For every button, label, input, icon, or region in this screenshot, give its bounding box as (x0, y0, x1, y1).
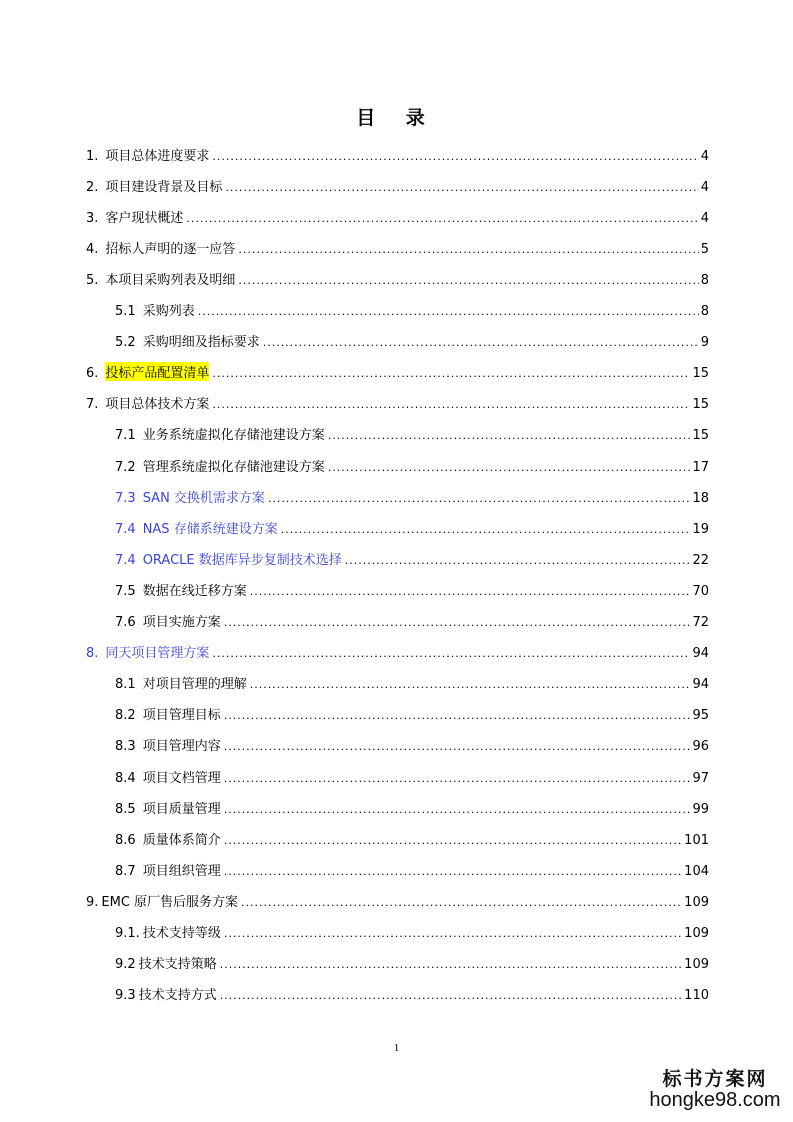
toc-entry-number: 8.3 (115, 739, 136, 755)
toc-dot-leader (241, 896, 682, 909)
toc-entry-label: 质量体系简介 (142, 832, 221, 848)
toc-dot-leader (225, 181, 698, 194)
toc-entry[interactable] (115, 512, 709, 542)
toc-entry[interactable] (115, 979, 709, 1009)
toc-entry-label: 客户现状概述 (105, 210, 184, 226)
toc-entry-page: 15 (692, 428, 709, 444)
toc-dot-leader (268, 492, 691, 505)
toc-entry-label: SAN 交换机需求方案 (142, 490, 265, 506)
toc-dot-leader (186, 212, 698, 225)
toc-entry-number: 7.1 (115, 428, 136, 444)
toc-entry[interactable] (115, 606, 709, 636)
toc-entry[interactable] (115, 699, 709, 729)
toc-entry[interactable] (115, 326, 709, 356)
toc-entry[interactable] (115, 295, 709, 325)
toc-dot-leader (328, 461, 691, 474)
toc-entry-page: 15 (692, 366, 709, 382)
toc-entry[interactable] (115, 543, 709, 573)
toc-entry-number: 8.7 (115, 863, 136, 879)
toc-entry-label: 技术支持等级 (142, 926, 221, 941)
toc-entry-page: 70 (692, 583, 709, 599)
toc-entry[interactable] (86, 201, 709, 231)
toc-entry-number: 8.2 (115, 708, 136, 724)
toc-entry-number: 4. (86, 241, 99, 257)
toc-entry-number: 7.6 (115, 615, 136, 630)
toc-entry-label: 管理系统虚拟化存储池建设方案 (142, 459, 325, 475)
toc-entry-number: 7.2 (115, 459, 136, 475)
toc-entry-label: 技术支持策略 (138, 957, 217, 973)
toc-entry-label: 项目实施方案 (142, 615, 221, 630)
toc-entry[interactable] (115, 823, 709, 853)
toc-entry-page: 19 (692, 521, 709, 537)
toc-entry-page: 109 (684, 926, 709, 941)
toc-entry[interactable] (115, 419, 709, 449)
toc-entry[interactable] (86, 357, 709, 387)
toc-entry-page: 22 (692, 552, 709, 568)
watermark-url-text: hongke98.com (649, 1089, 781, 1111)
toc-entry-label: EMC 原厂售后服务方案 (101, 894, 239, 910)
toc-entry-page: 96 (692, 739, 709, 755)
toc-entry-page: 17 (692, 459, 709, 475)
toc-entry-page: 4 (700, 210, 709, 226)
toc-entry-label: 项目管理内容 (142, 739, 221, 755)
toc-entry[interactable] (115, 792, 709, 822)
toc-dot-leader (250, 585, 691, 598)
toc-entry-page: 15 (692, 397, 709, 413)
toc-entry[interactable] (86, 139, 709, 169)
toc-entry[interactable] (115, 917, 709, 947)
toc-entry-label: 项目管理目标 (142, 708, 221, 724)
toc-dot-leader (198, 305, 699, 318)
toc-dot-leader (238, 274, 698, 287)
toc-entry-label: 项目组织管理 (142, 863, 221, 879)
toc-entry[interactable] (115, 668, 709, 698)
toc-dot-leader (212, 647, 690, 660)
toc-dot-leader (224, 616, 691, 629)
toc-entry[interactable] (115, 761, 709, 791)
toc-entry-page: 97 (692, 770, 709, 786)
toc-dot-leader (212, 398, 690, 411)
toc-entry-label: ORACLE 数据库异步复制技术选择 (142, 552, 342, 568)
toc-entry-label: 技术支持方式 (138, 988, 217, 1004)
toc-entry[interactable] (86, 885, 709, 915)
toc-entry-number: 7.3 (115, 490, 136, 506)
toc-entry-number: 5.1 (115, 304, 136, 319)
toc-entry[interactable] (115, 450, 709, 480)
toc-entry-page: 94 (692, 677, 709, 693)
toc-entry-number: 8.1 (115, 677, 136, 693)
toc-entry-page: 4 (700, 179, 709, 195)
toc-entry-page: 104 (684, 863, 709, 879)
toc-entry-page: 109 (684, 957, 709, 973)
toc-entry-number: 8.6 (115, 832, 136, 848)
toc-dot-leader (212, 367, 690, 380)
toc-entry-number: 7.5 (115, 583, 136, 599)
toc-entry[interactable] (115, 574, 709, 604)
toc-entry-number: 7.4 (115, 552, 136, 568)
toc-entry-label: 数据在线迁移方案 (142, 583, 247, 599)
toc-entry[interactable] (86, 637, 709, 667)
toc-entry[interactable] (86, 388, 709, 418)
toc-entry[interactable] (86, 232, 709, 262)
toc-entry-page: 8 (700, 272, 709, 288)
toc-entry-label: 项目总体进度要求 (105, 148, 210, 164)
toc-entry-number: 1. (86, 148, 99, 164)
watermark-cn-text: 标书方案网 (662, 1068, 768, 1090)
toc-entry-label: 招标人声明的逐一应答 (105, 241, 236, 257)
toc-entry-number: 7.4 (115, 521, 136, 537)
toc-entry-label: 采购列表 (142, 304, 195, 319)
toc-entry-label: 项目文档管理 (142, 770, 221, 786)
toc-dot-leader (224, 834, 682, 847)
toc-dot-leader (224, 709, 691, 722)
toc-entry-number: 8.4 (115, 770, 136, 786)
toc-entry-page: 110 (684, 988, 709, 1004)
toc-entry-page: 4 (700, 148, 709, 164)
toc-dot-leader (220, 958, 682, 971)
page-number: 1 (393, 1042, 400, 1054)
toc-entry-label: 对项目管理的理解 (142, 677, 247, 693)
toc-entry-page: 8 (700, 304, 709, 319)
toc-entry-page: 95 (692, 708, 709, 724)
toc-entry-label: 本项目采购列表及明细 (105, 272, 236, 288)
toc-entry-label: 同天项目管理方案 (105, 646, 210, 662)
toc-entry-number: 7. (86, 397, 99, 413)
toc-entry-label: 项目总体技术方案 (105, 397, 210, 413)
toc-entry[interactable] (115, 948, 709, 978)
toc-entry[interactable] (115, 730, 709, 760)
toc-dot-leader (328, 429, 691, 442)
toc-entry-number: 9.1. (115, 926, 140, 941)
toc-dot-leader (238, 243, 698, 256)
toc-entry-number: 8. (86, 646, 99, 662)
toc-dot-leader (224, 740, 691, 753)
toc-entry-page: 101 (684, 832, 709, 848)
toc-entry-number: 9. (86, 894, 99, 910)
toc-dot-leader (250, 678, 691, 691)
toc-dot-leader (224, 927, 682, 940)
toc-entry-label: NAS 存储系统建设方案 (142, 521, 278, 537)
toc-dot-leader (345, 554, 691, 567)
watermark-logo (640, 1064, 790, 1118)
toc-entry-number: 5. (86, 272, 99, 288)
toc-entry-page: 72 (692, 615, 709, 630)
toc-entry-number: 3. (86, 210, 99, 226)
toc-entry-page: 5 (700, 241, 709, 257)
toc-dot-leader (224, 803, 691, 816)
toc-entry-page: 94 (692, 646, 709, 662)
toc-dot-leader (224, 865, 682, 878)
toc-entry-label: 项目质量管理 (142, 801, 221, 817)
toc-entry-label: 投标产品配置清单 (105, 362, 209, 381)
toc-dot-leader (224, 772, 691, 785)
toc-entry-number: 6. (86, 366, 99, 382)
toc-dot-leader (263, 336, 699, 349)
toc-entry-page: 18 (692, 490, 709, 506)
toc-title: 目 录 (356, 107, 437, 129)
toc-entry-number: 2. (86, 179, 99, 195)
toc-entry-number: 5.2 (115, 335, 136, 351)
toc-entry[interactable] (115, 854, 709, 884)
toc-entry-label: 采购明细及指标要求 (142, 335, 260, 351)
toc-entry-number: 9.2 (115, 957, 136, 973)
toc-entry-number: 8.5 (115, 801, 136, 817)
toc-entry[interactable] (115, 481, 709, 511)
toc-entry-number: 9.3 (115, 988, 136, 1004)
toc-entry[interactable] (86, 263, 709, 293)
toc-entry-page: 109 (684, 894, 709, 910)
toc-dot-leader (220, 989, 682, 1002)
toc-entry-label: 项目建设背景及目标 (105, 179, 223, 195)
toc-entry-page: 99 (692, 801, 709, 817)
toc-dot-leader (212, 150, 698, 163)
toc-entry-page: 9 (700, 335, 709, 351)
toc-entry-label: 业务系统虚拟化存储池建设方案 (142, 428, 325, 444)
toc-dot-leader (281, 523, 691, 536)
toc-entry[interactable] (86, 170, 709, 200)
